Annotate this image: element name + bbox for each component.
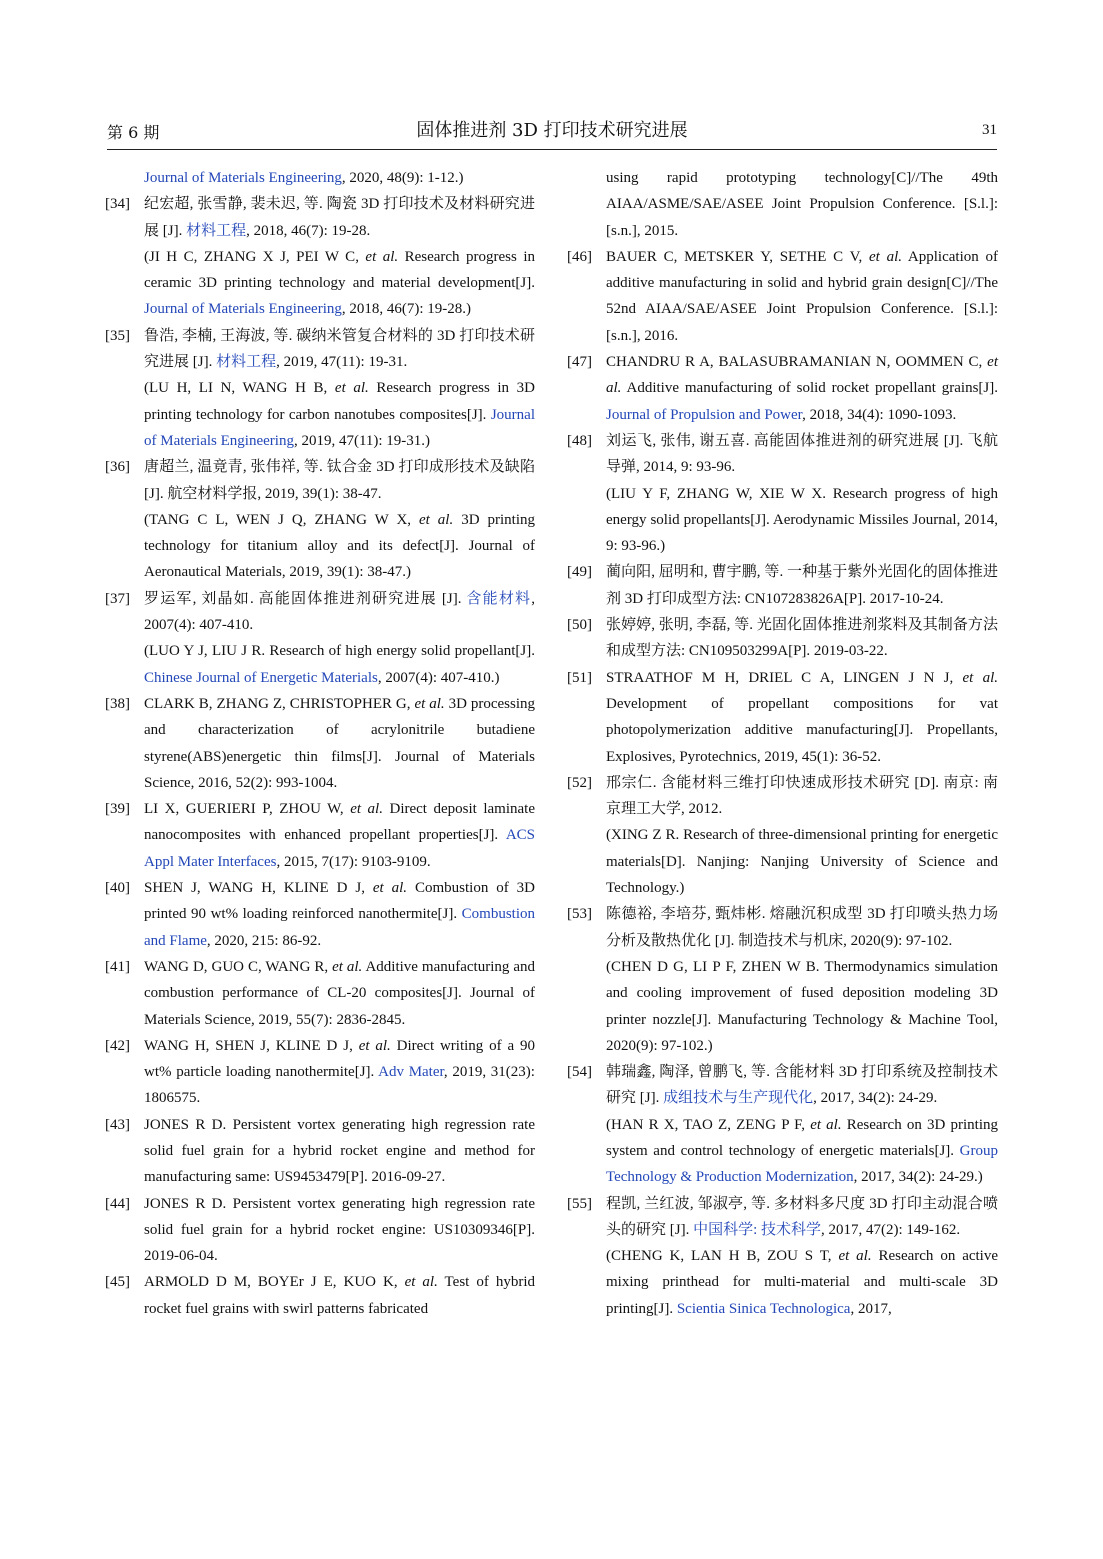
reference-number: [54] — [567, 1064, 592, 1081]
reference-segment: , 2018, 46(7): 19-28. — [246, 222, 371, 239]
reference-entry — [105, 1033, 535, 1112]
reference-text — [144, 586, 535, 691]
reference-segment: STRAATHOF M H, DRIEL C A, LINGEN J N J, — [606, 669, 963, 686]
reference-segment: SHEN J, WANG H, KLINE D J, — [144, 880, 373, 897]
reference-number: [48] — [567, 432, 592, 449]
reference-segment: Direct writing of a 90 wt% particle loading nanothermite[J]. — [144, 1037, 535, 1081]
reference-entry — [105, 454, 535, 585]
journal-link[interactable]: Scientia Sinica Technologica — [676, 1300, 851, 1317]
reference-entry — [567, 612, 998, 665]
reference-entry — [567, 901, 998, 1059]
reference-text — [144, 1191, 535, 1270]
reference-segment: (LIU Y F, ZHANG W, XIE W X. Research progress of high energy solid propellants[J]. Aerodynamic Missiles Journal, 2014, 9: 93-96.) — [606, 485, 998, 555]
reference-paragraph — [144, 1033, 535, 1112]
reference-segment: , 2018, 34(4): 1090-1093. — [802, 406, 957, 423]
reference-segment: Direct deposit laminate nanocomposites with enhanced propellant properties[J]. — [144, 801, 535, 844]
reference-entry — [105, 191, 535, 322]
reference-paragraph — [606, 954, 998, 1059]
reference-number: [47] — [567, 354, 592, 371]
journal-link[interactable]: 中国科学: 技术科学 — [693, 1221, 821, 1238]
reference-segment: Test of hybrid rocket fuel grains with swirl patterns fabricated — [144, 1274, 535, 1317]
reference-text — [144, 1112, 535, 1191]
reference-entry — [105, 1191, 535, 1270]
reference-paragraph — [606, 559, 998, 612]
reference-segment: 程凯, 兰红波, 邹淑亭, 等. 多材料多尺度 3D 打印主动混合喷头的研究 [J]. — [606, 1195, 998, 1238]
reference-number: [44] — [105, 1195, 130, 1212]
reference-number: [42] — [105, 1037, 130, 1054]
reference-segment: Research progress in ceramic 3D printing technology and material development[J]. — [144, 248, 535, 292]
reference-paragraph — [144, 638, 535, 691]
journal-link[interactable]: ACS Appl Mater Interfaces — [144, 827, 535, 870]
running-header — [107, 116, 997, 148]
reference-text — [606, 1191, 998, 1322]
reference-entry — [567, 428, 998, 559]
reference-number: [39] — [105, 801, 130, 818]
reference-segment: , 2020, 48(9): 1-12.) — [341, 170, 464, 186]
journal-link[interactable]: 成组技术与生产现代化 — [663, 1090, 814, 1107]
reference-paragraph — [606, 665, 998, 770]
reference-paragraph — [144, 1112, 535, 1191]
reference-paragraph — [606, 244, 998, 349]
reference-number: [51] — [567, 669, 592, 686]
running-title: 固体推进剂 3D 打印技术研究进展 — [416, 120, 688, 141]
reference-number: [49] — [567, 564, 592, 581]
reference-segment: , 2007(4): 407-410.) — [377, 669, 500, 686]
reference-entry — [105, 796, 535, 875]
reference-paragraph — [144, 454, 535, 507]
reference-entry — [105, 1112, 535, 1191]
journal-link[interactable]: Journal of Materials Engineering — [144, 301, 342, 318]
reference-text — [606, 901, 998, 1059]
reference-segment: CLARK B, ZHANG Z, CHRISTOPHER G, — [144, 695, 415, 712]
reference-entry — [105, 1269, 535, 1322]
reference-segment: 纪宏超, 张雪静, 裴未迟, 等. 陶瓷 3D 打印技术及材料研究进展 [J]. — [144, 196, 535, 239]
reference-segment: WANG H, SHEN J, KLINE D J, — [144, 1037, 359, 1054]
reference-segment: Research on active mixing printhead for multi-material and multi-scale 3D printing[J]. — [606, 1248, 999, 1317]
reference-text — [606, 770, 998, 901]
italic-text: et al. — [962, 669, 998, 686]
italic-text: et al. — [810, 1116, 842, 1133]
reference-segment: , 2017, — [850, 1300, 892, 1317]
journal-link[interactable]: 材料工程 — [216, 354, 277, 371]
reference-number: [34] — [105, 196, 130, 213]
reference-segment: Application of additive manufacturing in solid and hybrid grain design[C]//The 52nd AIAA/SAE/ASEE Joint Propulsion Conference. [S.l.]: [s.n.], 2016. — [606, 248, 998, 344]
reference-number: [52] — [567, 774, 592, 791]
reference-text — [606, 349, 998, 428]
reference-segment: Research on 3D printing system and control technology of energetic materials[J]. — [606, 1116, 998, 1159]
reference-entry — [567, 244, 998, 349]
reference-segment: 韩瑞鑫, 陶泽, 曾鹏飞, 等. 含能材料 3D 打印系统及控制技术研究 [J]. — [606, 1064, 998, 1107]
reference-paragraph — [144, 323, 535, 376]
reference-segment: 3D processing and characterization of acrylonitrile butadiene styrene(ABS)energetic thin films[J]. Journal of Materials Science, 2016, 52(2): 993-1004. — [144, 695, 535, 791]
reference-segment: 唐超兰, 温竟青, 张伟祥, 等. 钛合金 3D 打印成形技术及缺陷 [J]. 航空材料学报, 2019, 39(1): 38-47. — [144, 459, 535, 502]
reference-segment: using rapid prototyping technology[C]//The 49th AIAA/ASME/SAE/ASEE Joint Propulsion Conference. [S.l.]: [s.n.], 2015. — [606, 170, 998, 239]
journal-link[interactable]: Adv Mater — [378, 1064, 444, 1081]
reference-paragraph — [606, 901, 998, 954]
italic-text: et al. — [419, 511, 454, 528]
reference-segment: (XING Z R. Research of three-dimensional printing for energetic materials[D]. Nanjing: Nanjing University of Science and Technology.) — [606, 827, 998, 897]
reference-segment: , 2017, 34(2): 24-29.) — [853, 1169, 983, 1186]
reference-segment: CHANDRU R A, BALASUBRAMANIAN N, OOMMEN C, — [606, 354, 988, 371]
italic-text: et al. — [838, 1248, 872, 1265]
italic-text: et al. — [606, 354, 998, 397]
reference-text — [144, 954, 535, 1033]
reference-paragraph — [144, 507, 535, 586]
reference-entry — [105, 875, 535, 954]
reference-entry — [567, 349, 998, 428]
reference-text — [144, 323, 535, 454]
reference-segment: 蔺向阳, 屈明和, 曹宇鹏, 等. 一种基于紫外光固化的固体推进剂 3D 打印成型方法: CN107283826A[P]. 2017-10-24. — [606, 564, 998, 607]
reference-paragraph — [606, 349, 998, 428]
italic-text: et al. — [365, 248, 399, 265]
italic-text: et al. — [358, 1037, 391, 1054]
reference-text — [606, 559, 998, 612]
italic-text: et al. — [372, 880, 408, 897]
reference-text — [606, 665, 998, 770]
reference-segment: (JI H C, ZHANG X J, PEI W C, — [144, 248, 366, 265]
reference-segment: (HAN R X, TAO Z, ZENG P F, — [606, 1116, 811, 1133]
reference-paragraph — [144, 1269, 535, 1322]
reference-paragraph — [144, 875, 535, 954]
reference-number: [37] — [105, 590, 130, 607]
reference-paragraph — [606, 1059, 998, 1112]
reference-entry — [105, 691, 535, 796]
reference-entry — [567, 1059, 998, 1190]
page-number: 31 — [982, 122, 997, 138]
reference-segment: LI X, GUERIERI P, ZHOU W, — [144, 801, 351, 818]
reference-segment: 刘运飞, 张伟, 谢五喜. 高能固体推进剂的研究进展 [J]. 飞航导弹, 2014, 9: 93-96. — [606, 432, 998, 476]
reference-number: [53] — [567, 906, 592, 923]
reference-paragraph — [606, 822, 998, 901]
reference-column-left — [105, 165, 535, 1322]
reference-entry — [105, 586, 535, 691]
reference-paragraph — [606, 1112, 998, 1191]
reference-entry — [567, 665, 998, 770]
reference-entry — [105, 323, 535, 454]
reference-paragraph — [144, 1191, 535, 1270]
reference-paragraph — [144, 954, 535, 1033]
journal-link[interactable]: Journal of Propulsion and Power — [606, 406, 803, 423]
reference-segment: (LUO Y J, LIU J R. Research of high energy solid propellant[J]. — [144, 643, 535, 660]
reference-number: [55] — [567, 1195, 592, 1212]
reference-segment: (LU H, LI N, WANG H B, — [144, 380, 335, 397]
reference-text — [144, 165, 535, 191]
reference-number: [38] — [105, 695, 130, 712]
reference-entry — [567, 1191, 998, 1322]
reference-segment: ARMOLD D M, BOYEr J E, KUO K, — [144, 1274, 405, 1291]
journal-link[interactable]: 含能材料 — [466, 590, 532, 607]
issue-label: 第 6 期 — [107, 123, 160, 142]
reference-segment: Research progress in 3D printing technology for carbon nanotubes composites[J]. — [144, 380, 535, 423]
italic-text: et al. — [334, 380, 369, 397]
reference-paragraph — [606, 428, 998, 481]
reference-paragraph — [606, 165, 998, 244]
reference-text — [144, 454, 535, 585]
reference-segment: 罗运军, 刘晶如. 高能固体推进剂研究进展 [J]. — [144, 590, 467, 607]
reference-paragraph — [606, 770, 998, 823]
reference-text — [606, 165, 998, 244]
italic-text: et al. — [404, 1274, 438, 1291]
reference-text — [606, 428, 998, 559]
journal-link[interactable]: Chinese Journal of Energetic Materials — [144, 669, 378, 686]
reference-paragraph — [606, 481, 998, 560]
reference-segment: JONES R D. Persistent vortex generating high regression rate solid fuel grain for a hybrid rocket engine: US10309346[P]. 2019-06-04. — [144, 1195, 535, 1265]
reference-number: [35] — [105, 327, 130, 344]
reference-entry — [567, 559, 998, 612]
reference-text — [144, 191, 535, 322]
reference-segment: WANG D, GUO C, WANG R, — [144, 958, 333, 975]
reference-number: [40] — [105, 880, 130, 897]
reference-text — [606, 612, 998, 665]
reference-segment: , 2017, 34(2): 24-29. — [813, 1090, 938, 1107]
reference-number — [105, 165, 144, 191]
journal-link[interactable]: Combustion and Flame — [144, 906, 535, 949]
reference-column-right — [567, 165, 998, 1322]
reference-entry — [105, 954, 535, 1033]
reference-segment: (TANG C L, WEN J Q, ZHANG W X, — [144, 511, 420, 528]
reference-segment: BAUER C, METSKER Y, SETHE C V, — [606, 248, 869, 265]
header-rule — [107, 149, 997, 150]
reference-segment: Development of propellant compositions for vat photopolymerization additive manufacturing[J]. Propellants, Explosives, Pyrotechnics, 2019, 45(1): 36-52. — [606, 695, 998, 765]
reference-segment: 3D printing technology for titanium alloy and its defect[J]. Journal of Aeronautical Materials, 2019, 39(1): 38-47.) — [144, 511, 535, 581]
reference-entry — [567, 770, 998, 901]
reference-segment: , 2017, 47(2): 149-162. — [821, 1221, 961, 1238]
reference-paragraph — [606, 612, 998, 665]
reference-segment: 邢宗仁. 含能材料三维打印快速成形技术研究 [D]. 南京: 南京理工大学, 2012. — [606, 774, 998, 818]
reference-segment: (CHENG K, LAN H B, ZOU S T, — [606, 1248, 839, 1265]
italic-text: et al. — [414, 695, 445, 712]
reference-number: [50] — [567, 617, 592, 634]
journal-link[interactable]: 材料工程 — [186, 222, 247, 239]
reference-entry — [567, 165, 998, 244]
reference-segment: (CHEN D G, LI P F, ZHEN W B. Thermodynamics simulation and cooling improvement of fused deposition modeling 3D printer nozzle[J]. Manufacturing Technology & Machine Tool, 2020(9): 97-102.) — [606, 958, 998, 1054]
reference-number: [46] — [567, 248, 592, 265]
reference-segment: , 2007(4): 407-410. — [144, 590, 535, 634]
reference-segment: , 2019, 47(11): 19-31.) — [293, 432, 431, 449]
reference-paragraph — [144, 191, 535, 244]
reference-segment: 陈德裕, 李培芬, 甄炜彬. 熔融沉积成型 3D 打印喷头热力场分析及散热优化 [J]. 制造技术与机床, 2020(9): 97-102. — [606, 906, 998, 949]
reference-segment: , 2015, 7(17): 9103-9109. — [276, 853, 431, 870]
reference-paragraph — [144, 691, 535, 796]
reference-text — [144, 691, 535, 796]
reference-number: [41] — [105, 958, 130, 975]
reference-segment: Additive manufacturing of solid rocket propellant grains[J]. — [621, 380, 998, 397]
journal-link[interactable]: Group Technology & Production Modernization — [606, 1142, 998, 1186]
reference-paragraph — [144, 244, 535, 323]
reference-paragraph — [144, 375, 535, 454]
reference-segment: , 2019, 47(11): 19-31. — [276, 354, 408, 371]
reference-segment: Additive manufacturing and combustion performance of CL-20 composites[J]. Journal of Materials Science, 2019, 55(7): 2836-2845. — [144, 958, 535, 1028]
reference-paragraph — [144, 586, 535, 639]
reference-text — [144, 796, 535, 875]
reference-text — [144, 875, 535, 954]
journal-link[interactable]: Journal of Materials Engineering — [144, 170, 342, 186]
reference-segment: Combustion of 3D printed 90 wt% loading reinforced nanothermite[J]. — [144, 880, 535, 923]
reference-segment: , 2020, 215: 86-92. — [206, 932, 322, 949]
reference-paragraph — [606, 1243, 998, 1322]
reference-paragraph — [144, 796, 535, 875]
italic-text: et al. — [332, 958, 363, 975]
reference-number — [567, 165, 606, 244]
reference-segment: , 2018, 46(7): 19-28.) — [341, 301, 472, 318]
reference-segment: JONES R D. Persistent vortex generating high regression rate solid fuel grain for a hybrid rocket engine and method for manufacturing same: US9453479[P]. 2016-09-27. — [144, 1116, 535, 1186]
reference-entry — [105, 165, 535, 191]
reference-paragraph — [144, 165, 535, 191]
reference-text — [606, 244, 998, 349]
journal-link[interactable]: Journal of Materials Engineering — [144, 406, 535, 449]
reference-number: [43] — [105, 1116, 130, 1133]
reference-paragraph — [606, 1191, 998, 1244]
reference-segment: 鲁浩, 李楠, 王海波, 等. 碳纳米管复合材料的 3D 打印技术研究进展 [J]. — [144, 327, 535, 371]
reference-number: [36] — [105, 459, 130, 476]
reference-segment: , 2019, 31(23): 1806575. — [144, 1064, 535, 1107]
italic-text: et al. — [869, 248, 902, 265]
reference-text — [144, 1269, 535, 1322]
reference-text — [144, 1033, 535, 1112]
reference-text — [606, 1059, 998, 1190]
reference-segment: 张婷婷, 张明, 李磊, 等. 光固化固体推进剂浆料及其制备方法和成型方法: CN109503299A[P]. 2019-03-22. — [606, 617, 998, 660]
reference-number: [45] — [105, 1274, 130, 1291]
italic-text: et al. — [350, 801, 383, 818]
